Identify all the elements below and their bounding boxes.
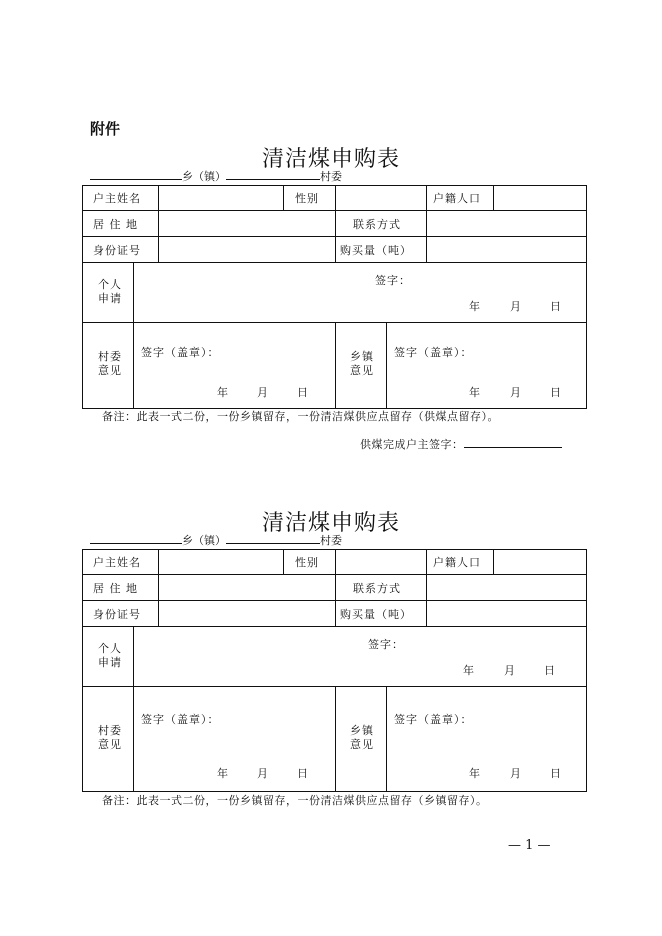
township-date-year: 年 (469, 386, 481, 399)
household-population-label: 户籍人口 (433, 192, 481, 205)
township-date-month: 月 (510, 386, 522, 399)
supply-signature-label: 供煤完成户主签字： (360, 438, 464, 451)
township-opinion-label: 乡镇 意见 (350, 350, 374, 377)
village-sign-seal-label: 签字（盖章）： (141, 346, 220, 359)
applicant-date-month-2: 月 (504, 664, 516, 677)
village-date-day-2: 日 (297, 767, 309, 780)
village-opinion-label-2: 村委 意见 (98, 724, 122, 751)
township-blank-2[interactable] (90, 533, 182, 544)
village-blank-2[interactable] (226, 533, 320, 544)
township-suffix-2: 乡（镇） (182, 534, 226, 547)
id-number-field-2[interactable] (159, 601, 335, 626)
residence-field[interactable] (159, 211, 335, 236)
village-date-year-2: 年 (217, 767, 229, 780)
owner-name-label: 户主姓名 (93, 192, 141, 205)
page-number: — 1 — (508, 838, 551, 853)
township-date-month-2: 月 (510, 767, 522, 780)
village-date-month: 月 (257, 386, 269, 399)
applicant-date-day: 日 (550, 300, 562, 313)
application-table (82, 185, 587, 409)
contact-label: 联系方式 (353, 218, 401, 231)
owner-name-label-2: 户主姓名 (93, 556, 141, 569)
personal-application-label-2: 个人 申请 (98, 642, 122, 669)
village-suffix-2: 村委 (320, 534, 342, 547)
township-date-day-2: 日 (550, 767, 562, 780)
township-date-day: 日 (550, 386, 562, 399)
village-date-year: 年 (217, 386, 229, 399)
form-title-2: 清洁煤申购表 (261, 511, 400, 536)
id-number-label-2: 身份证号 (93, 608, 141, 621)
township-sign-seal-label-2: 签字（盖章）： (394, 713, 473, 726)
location-line (90, 168, 342, 184)
form-title: 清洁煤申购表 (261, 147, 400, 172)
household-population-label-2: 户籍人口 (433, 556, 481, 569)
purchase-amount-field-2[interactable] (427, 601, 586, 626)
id-number-field[interactable] (159, 237, 335, 262)
attachment-label: 附件 (90, 120, 121, 138)
id-number-label: 身份证号 (93, 244, 141, 257)
contact-field-2[interactable] (427, 575, 586, 600)
applicant-signature-label: 签字： (375, 274, 411, 287)
purchase-amount-label: 购买量（吨） (340, 244, 412, 257)
applicant-date-day-2: 日 (544, 664, 556, 677)
township-blank[interactable] (90, 169, 182, 180)
village-date-month-2: 月 (257, 767, 269, 780)
village-sign-seal-label-2: 签字（盖章）： (141, 713, 220, 726)
owner-name-field[interactable] (159, 187, 283, 209)
contact-field[interactable] (427, 211, 586, 236)
applicant-date-year: 年 (469, 300, 481, 313)
purchase-amount-label-2: 购买量（吨） (340, 608, 412, 621)
village-blank[interactable] (226, 169, 320, 180)
gender-label: 性别 (295, 192, 319, 205)
personal-application-label: 个人 申请 (98, 278, 122, 305)
village-opinion-label: 村委 意见 (98, 350, 122, 377)
supply-signature-blank[interactable] (464, 437, 562, 448)
village-date-day: 日 (297, 386, 309, 399)
gender-field-2[interactable] (336, 551, 426, 573)
village-suffix: 村委 (320, 170, 342, 183)
form-note: 备注：此表一式二份，一份乡镇留存，一份清洁煤供应点留存（供煤点留存）。 (102, 410, 499, 423)
owner-name-field-2[interactable] (159, 551, 283, 573)
household-population-field[interactable] (494, 187, 586, 209)
township-opinion-label-2: 乡镇 意见 (350, 724, 374, 751)
township-sign-seal-label: 签字（盖章）： (394, 346, 473, 359)
contact-label-2: 联系方式 (353, 582, 401, 595)
location-line-2 (90, 532, 342, 548)
supply-signature-line (360, 436, 562, 452)
township-date-year-2: 年 (469, 767, 481, 780)
household-population-field-2[interactable] (494, 551, 586, 573)
applicant-date-month: 月 (510, 300, 522, 313)
purchase-amount-field[interactable] (427, 237, 586, 262)
form-note-2: 备注：此表一式二份，一份乡镇留存，一份清洁煤供应点留存（乡镇留存）。 (102, 794, 488, 807)
residence-field-2[interactable] (159, 575, 335, 600)
township-suffix: 乡（镇） (182, 170, 226, 183)
gender-label-2: 性别 (295, 556, 319, 569)
gender-field[interactable] (336, 187, 426, 209)
applicant-date-year-2: 年 (463, 664, 475, 677)
residence-label-2: 居 住 地 (93, 582, 138, 595)
application-table-2 (82, 549, 587, 792)
residence-label: 居 住 地 (93, 218, 138, 231)
applicant-signature-label-2: 签字： (368, 638, 404, 651)
